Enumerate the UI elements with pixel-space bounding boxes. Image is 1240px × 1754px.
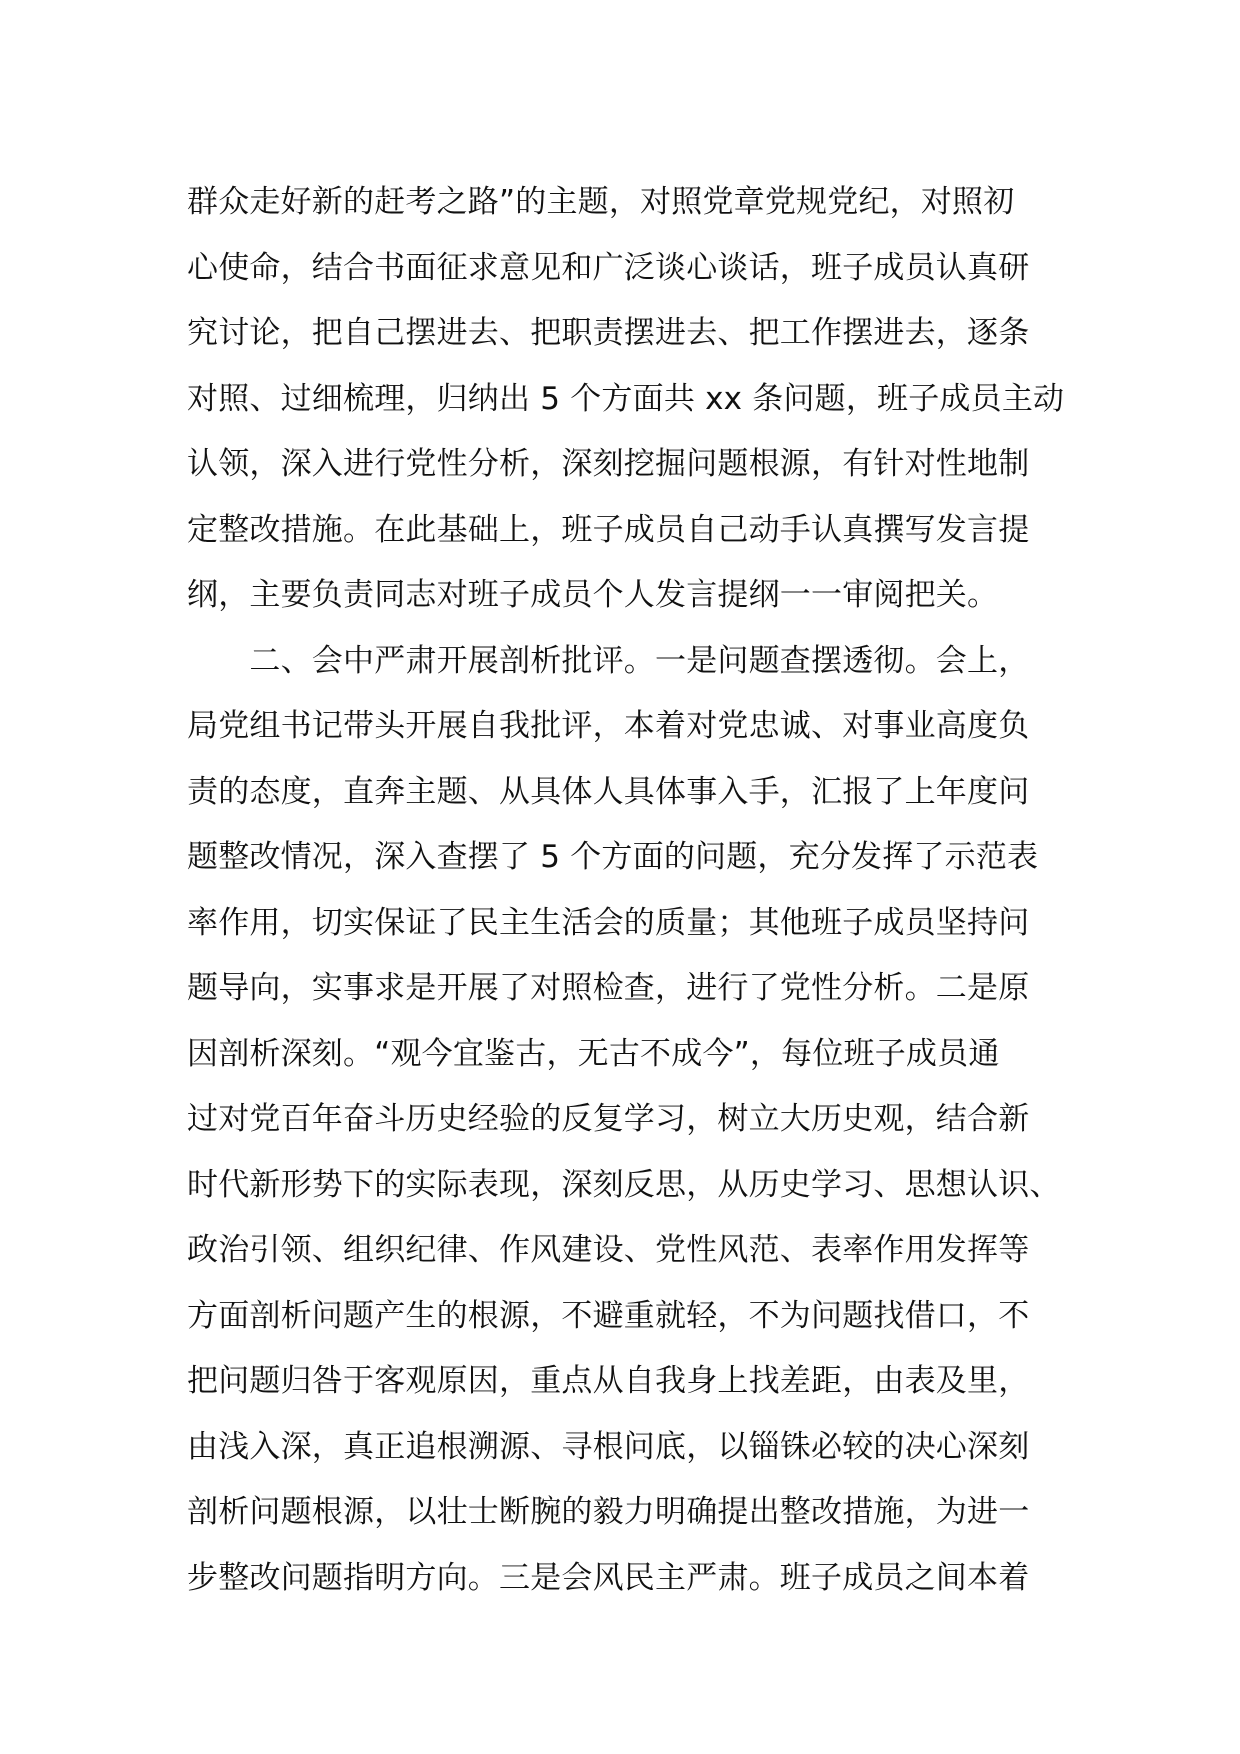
- text-line: 纲，主要负责同志对班子成员个人发言提纲一一审阅把关。: [187, 577, 999, 613]
- text-line: 由浅入深，真正追根溯源、寻根问底，以锱铢必较的决心深刻: [187, 1428, 1030, 1465]
- text-line: 题整改情况，深入查摆了 5 个方面的问题，充分发挥了示范表: [187, 839, 1039, 875]
- section-heading-line: 二、会中严肃开展剖析批评。一是问题查摆透彻。会上，: [187, 642, 1030, 679]
- text-line: 率作用，切实保证了民主生活会的质量；其他班子成员坚持问: [187, 904, 1030, 941]
- text-line: 过对党百年奋斗历史经验的反复学习，树立大历史观，结合新: [187, 1101, 1030, 1137]
- text-line: 对照、过细梳理，归纳出 5 个方面共 xx 条问题，班子成员主动: [187, 380, 1065, 417]
- text-line: 题导向，实事求是开展了对照检查，进行了党性分析。二是原: [187, 970, 1030, 1006]
- text-line: 心使命，结合书面征求意见和广泛谈心谈话，班子成员认真研: [187, 249, 1030, 286]
- body-text: [187, 170, 1067, 1611]
- text-line: 究讨论，把自己摆进去、把职责摆进去、把工作摆进去，逐条: [187, 315, 1030, 351]
- text-line: 定整改措施。在此基础上，班子成员自己动手认真撰写发言提: [187, 511, 1030, 548]
- text-line: 局党组书记带头开展自我批评，本着对党忠诚、对事业高度负: [187, 708, 1030, 744]
- text-line: 认领，深入进行党性分析，深刻挖掘问题根源，有针对性地制: [187, 446, 1030, 482]
- text-line: 方面剖析问题产生的根源，不避重就轻，不为问题找借口，不: [187, 1297, 1030, 1334]
- text-line: 因剖析深刻。“观今宜鉴古，无古不成今”，每位班子成员通: [187, 1035, 1000, 1072]
- text-line: 责的态度，直奔主题、从具体人具体事入手，汇报了上年度问: [187, 773, 1030, 810]
- text-line: 把问题归咎于客观原因，重点从自我身上找差距，由表及里，: [187, 1363, 1030, 1399]
- text-line: 群众走好新的赶考之路”的主题，对照党章党规党纪，对照初: [187, 184, 1015, 220]
- text-line: 时代新形势下的实际表现，深刻反思，从历史学习、思想认识、: [187, 1166, 1061, 1203]
- text-line: 政治引领、组织纪律、作风建设、党性风范、表率作用发挥等: [187, 1232, 1030, 1268]
- text-line: 步整改问题指明方向。三是会风民主严肃。班子成员之间本着: [187, 1559, 1030, 1596]
- text-line: 剖析问题根源，以壮士断腕的毅力明确提出整改措施，为进一: [187, 1494, 1030, 1530]
